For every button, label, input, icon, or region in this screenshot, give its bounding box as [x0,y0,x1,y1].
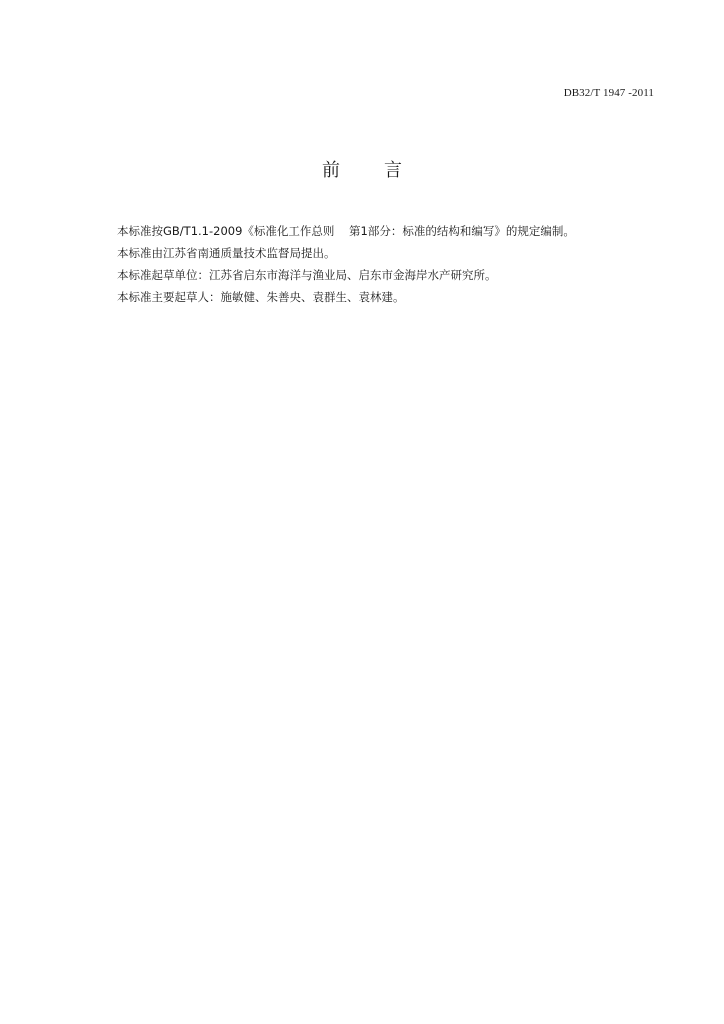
document-code: DB32/T 1947 -2011 [563,87,654,99]
foreword-line-proposer: 本标准由江苏省南通质量技术监督局提出。 [117,246,336,260]
foreword-body [117,220,657,308]
foreword-line-standard-basis: 本标准按GB/T1.1-2009《标准化工作总则 第1部分：标准的结构和编写》的规定编制。 [117,224,575,238]
foreword-line-drafters: 本标准主要起草人：施敏健、朱善央、袁群生、袁林建。 [117,290,405,304]
foreword-line-drafting-units: 本标准起草单位：江苏省启东市海洋与渔业局、启东市金海岸水产研究所。 [117,268,497,282]
page-title: 前言 [322,160,446,181]
